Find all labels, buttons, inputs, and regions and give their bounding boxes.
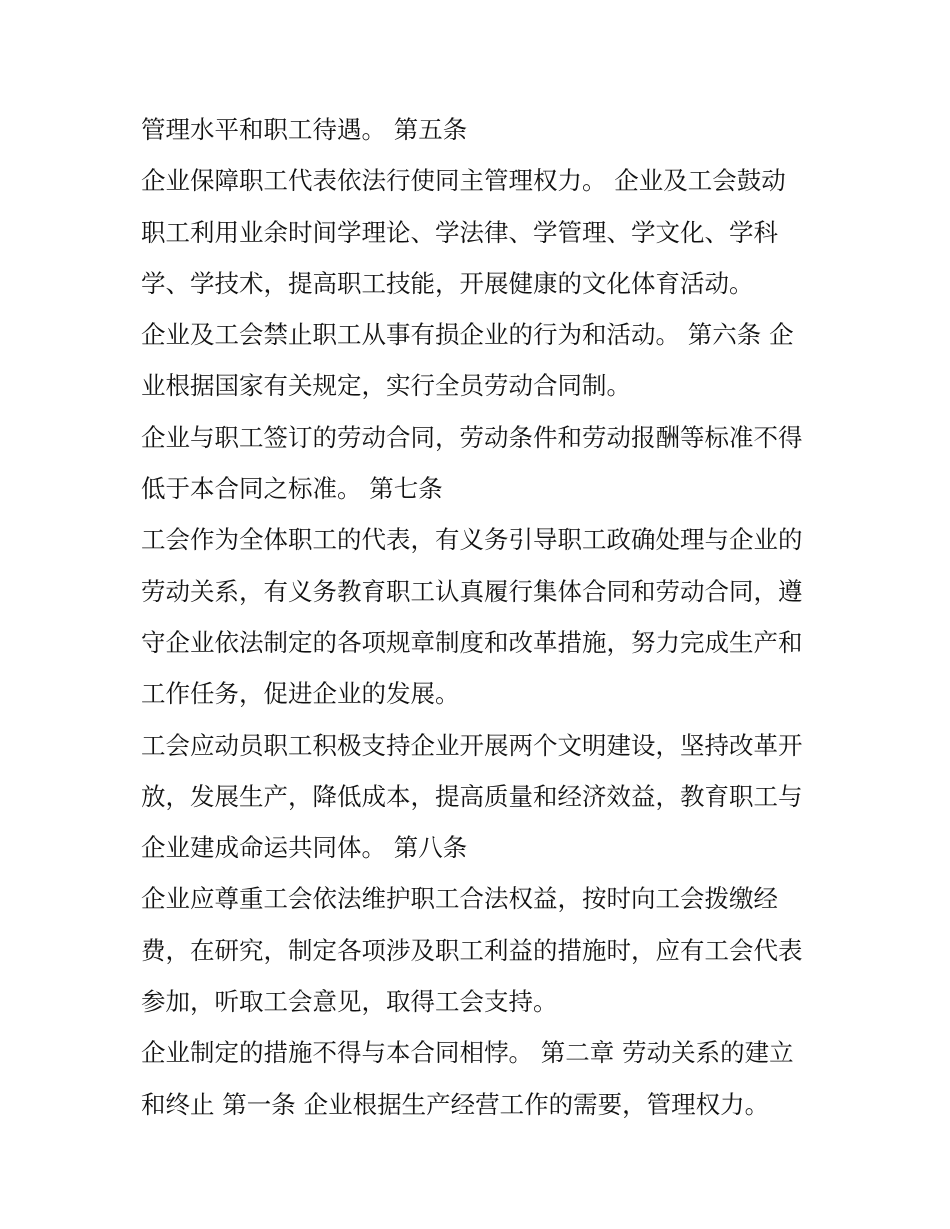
document-body xyxy=(141,104,821,1130)
text-line: 和终止 第一条 企业根据生产经营工作的需要，管理权力。 xyxy=(141,1089,770,1119)
text-line: 企业及工会禁止职工从事有损企业的行为和活动。 第六条 企 xyxy=(141,320,794,350)
text-line: 守企业依法制定的各项规章制度和改革措施，努力完成生产和 xyxy=(141,627,803,657)
text-line: 企业建成命运共同体。 第八条 xyxy=(141,833,468,863)
text-line: 职工利用业余时间学理论、学法律、学管理、学文化、学科 xyxy=(141,217,778,247)
text-line: 企业应尊重工会依法维护职工合法权益，按时向工会拨缴经 xyxy=(141,884,778,914)
text-line: 工会作为全体职工的代表，有义务引导职工政确处理与企业的 xyxy=(141,525,803,555)
text-line: 低于本合同之标准。 第七条 xyxy=(141,474,443,504)
text-line: 企业与职工签订的劳动合同，劳动条件和劳动报酬等标准不得 xyxy=(141,422,803,452)
text-line: 放，发展生产，降低成本，提高质量和经济效益，教育职工与 xyxy=(141,781,803,811)
text-line: 参加，听取工会意见，取得工会支持。 xyxy=(141,987,558,1017)
text-line: 业根据国家有关规定，实行全员劳动合同制。 xyxy=(141,371,631,401)
text-line: 费，在研究，制定各项涉及职工利益的措施时，应有工会代表 xyxy=(141,935,803,965)
text-line: 企业制定的措施不得与本合同相悖。 第二章 劳动关系的建立 xyxy=(141,1038,794,1068)
text-line: 管理水平和职工待遇。 第五条 xyxy=(141,115,468,144)
text-line: 工作任务，促进企业的发展。 xyxy=(141,679,460,709)
text-line: 工会应动员职工积极支持企业开展两个文明建设，坚持改革开 xyxy=(141,730,803,760)
text-line: 企业保障职工代表依法行使同主管理权力。 企业及工会鼓动 xyxy=(141,166,786,196)
text-line: 学、学技术，提高职工技能，开展健康的文化体育活动。 xyxy=(141,268,754,298)
text-line: 劳动关系，有义务教育职工认真履行集体合同和劳动合同，遵 xyxy=(141,576,803,606)
